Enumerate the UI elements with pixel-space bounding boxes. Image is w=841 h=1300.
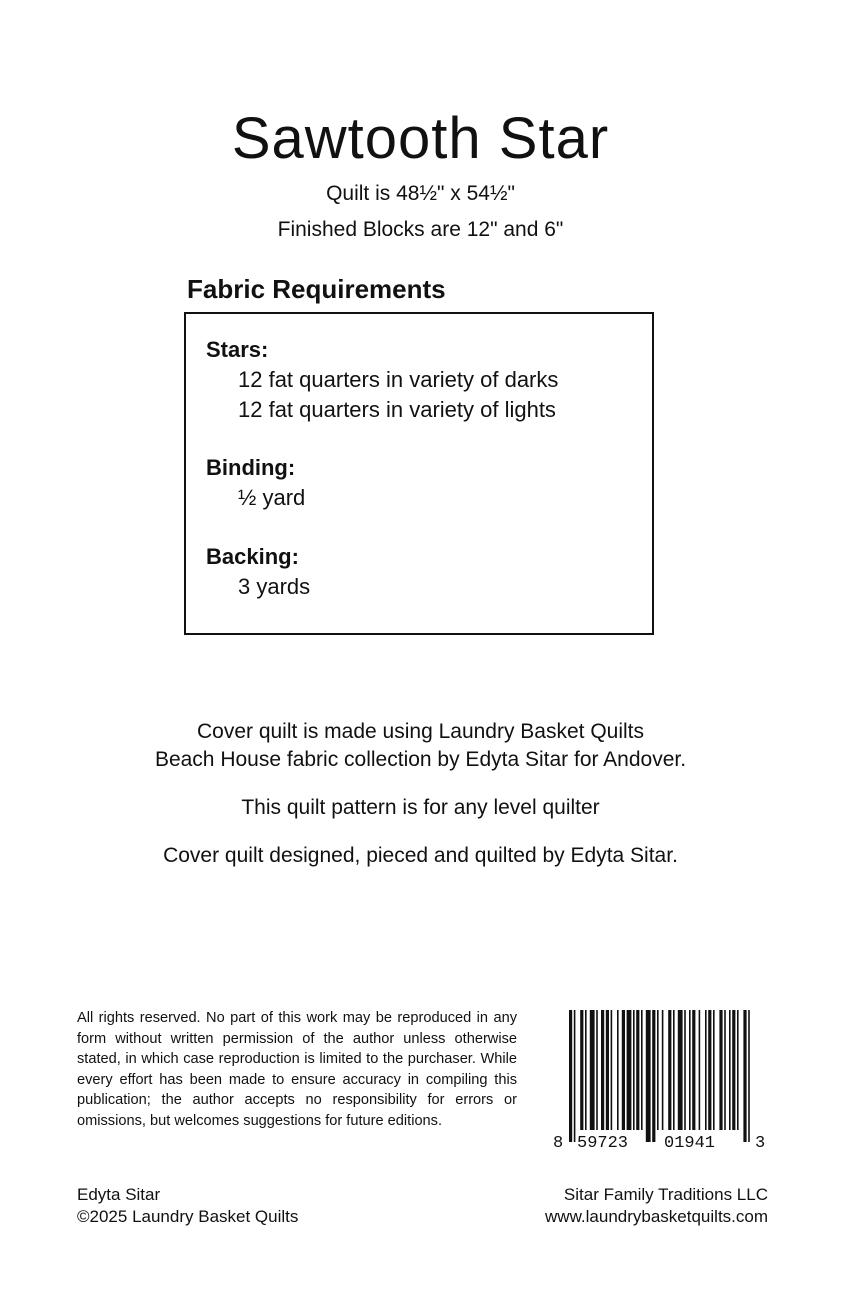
copyright-line: ©2025 Laundry Basket Quilts [77, 1207, 299, 1226]
barcode-bar [684, 1010, 686, 1130]
barcode-bar [713, 1010, 715, 1130]
company-name: Sitar Family Traditions LLC [563, 1185, 768, 1204]
barcode-bar [617, 1010, 619, 1130]
barcode-bar [596, 1010, 598, 1130]
barcode-right-digits: 01941 [664, 1134, 716, 1153]
barcode-bar [692, 1010, 695, 1130]
quilt-size: Quilt is 48½" x 54½" [326, 182, 515, 205]
barcode-bar [748, 1010, 750, 1142]
designer-credit: Cover quilt designed, pieced and quilted by Edyta Sitar. [163, 844, 678, 867]
barcode-first-digit: 8 [553, 1134, 564, 1153]
barcode-bar [590, 1010, 595, 1130]
barcode-bar [729, 1010, 731, 1130]
barcode-bar [627, 1010, 632, 1130]
barcode-bar [678, 1010, 683, 1130]
barcode-bar [699, 1010, 701, 1130]
backing-item: 3 yards [238, 574, 311, 599]
copyright-notice: All rights reserved. No part of this work may be reproduced in any form without written permission of the author unless otherwise stated, in which case reproduction is limited to the purchaser. While every effort has been made to ensure accuracy in compiling this publication; the author accepts no responsibility for errors or omissions, but welcomes suggestions for future editions. [77, 1010, 517, 1129]
barcode-check-digit: 3 [755, 1134, 766, 1153]
barcode-bar [743, 1010, 746, 1142]
barcode-bar [657, 1010, 659, 1130]
barcode-bar [606, 1010, 609, 1130]
barcode-bars [569, 1010, 750, 1142]
finished-blocks: Finished Blocks are 12" and 6" [277, 218, 564, 241]
barcode-bar [622, 1010, 625, 1130]
binding-item: ½ yard [238, 485, 306, 510]
upc-barcode [549, 1008, 769, 1156]
website-link[interactable]: www.laundrybasketquilts.com [545, 1207, 768, 1226]
barcode-left-digits: 59723 [577, 1134, 629, 1153]
barcode-bar [668, 1010, 671, 1130]
barcode-bar [689, 1010, 691, 1130]
fabric-requirements-box [184, 312, 654, 635]
stars-label: Stars: [206, 337, 269, 362]
barcode-bar [662, 1010, 664, 1130]
binding-label: Binding: [206, 455, 296, 480]
barcode-bar [673, 1010, 675, 1130]
barcode-bar [574, 1010, 576, 1142]
skill-level-note: This quilt pattern is for any level quilter [241, 796, 600, 819]
barcode-bar [641, 1010, 643, 1130]
barcode-bar [705, 1010, 707, 1130]
fabric-requirements-heading: Fabric Requirements [187, 274, 446, 304]
barcode-bar [611, 1010, 613, 1130]
barcode-bar [724, 1010, 726, 1130]
barcode-bar [646, 1010, 651, 1142]
barcode-bar [708, 1010, 711, 1130]
author-name: Edyta Sitar [77, 1185, 161, 1204]
cover-fabric-line-2: Beach House fabric collection by Edyta Sitar for Andover. [154, 748, 687, 771]
barcode-bar [737, 1010, 739, 1130]
cover-fabric-line-1: Cover quilt is made using Laundry Basket Quilts [196, 720, 645, 743]
barcode-bar [652, 1010, 655, 1142]
backing-label: Backing: [206, 544, 299, 569]
barcode-bar [601, 1010, 604, 1130]
barcode-bar [732, 1010, 735, 1130]
barcode-bar [633, 1010, 635, 1130]
barcode-bar [569, 1010, 572, 1142]
pattern-title: Sawtooth Star [231, 106, 610, 171]
barcode-bar [636, 1010, 639, 1130]
barcode-bar [719, 1010, 722, 1130]
stars-item-lights: 12 fat quarters in variety of lights [238, 397, 556, 422]
stars-item-darks: 12 fat quarters in variety of darks [238, 367, 559, 392]
barcode-bar [580, 1010, 583, 1130]
barcode-bar [585, 1010, 587, 1130]
